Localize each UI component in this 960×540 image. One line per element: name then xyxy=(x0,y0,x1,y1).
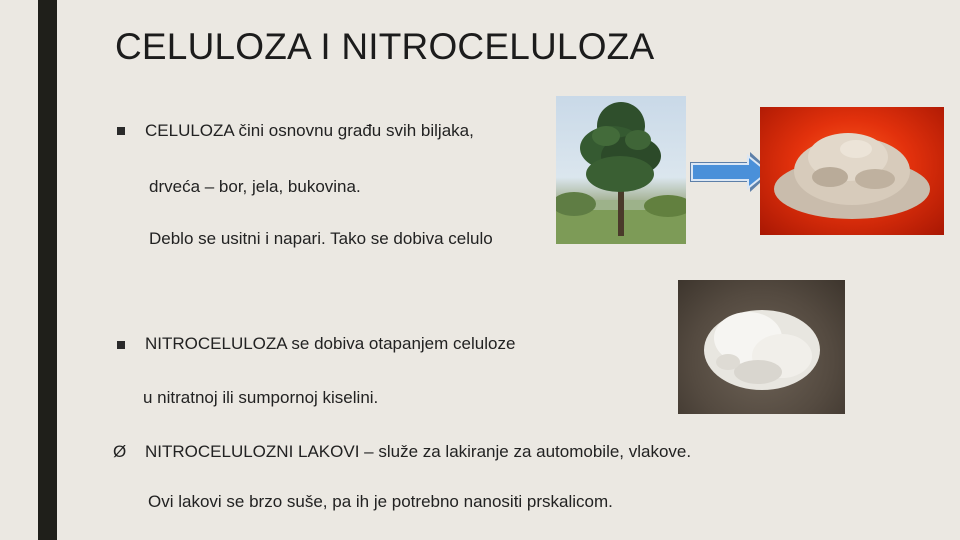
pine-tree-photo xyxy=(556,96,686,244)
pine-tree-illustration xyxy=(556,96,686,244)
line-trunk: Deblo se usitni i napari. Tako se dobiva celulo xyxy=(149,229,493,248)
slide-title: CELULOZA I NITROCELULOZA xyxy=(115,26,655,67)
arrow-bullet-icon: Ø xyxy=(113,442,127,461)
line-nitrocellulose: NITROCELULOZA se dobiva otapanjem celuloze xyxy=(145,334,516,353)
line-lacquers: NITROCELULOZNI LAKOVI – služe za lakiranje za automobile, vlakove. xyxy=(145,442,692,461)
left-accent-bar xyxy=(38,0,57,540)
line-trees: drveća – bor, jela, bukovina. xyxy=(149,177,361,196)
line-acid: u nitratnoj ili sumpornoj kiselini. xyxy=(143,388,379,407)
line-cellulose: CELULOZA čini osnovnu građu svih biljaka, xyxy=(145,121,474,140)
line-drying: Ovi lakovi se brzo suše, pa ih je potrebno nanositi prskalicom. xyxy=(148,492,613,511)
square-bullet-icon xyxy=(117,127,125,135)
nitrocellulose-illustration xyxy=(678,280,845,414)
square-bullet-icon xyxy=(117,341,125,349)
cellulose-pile-illustration xyxy=(760,107,944,235)
nitrocellulose-fiber-photo xyxy=(678,280,845,414)
cellulose-fiber-pile-photo xyxy=(760,107,944,235)
